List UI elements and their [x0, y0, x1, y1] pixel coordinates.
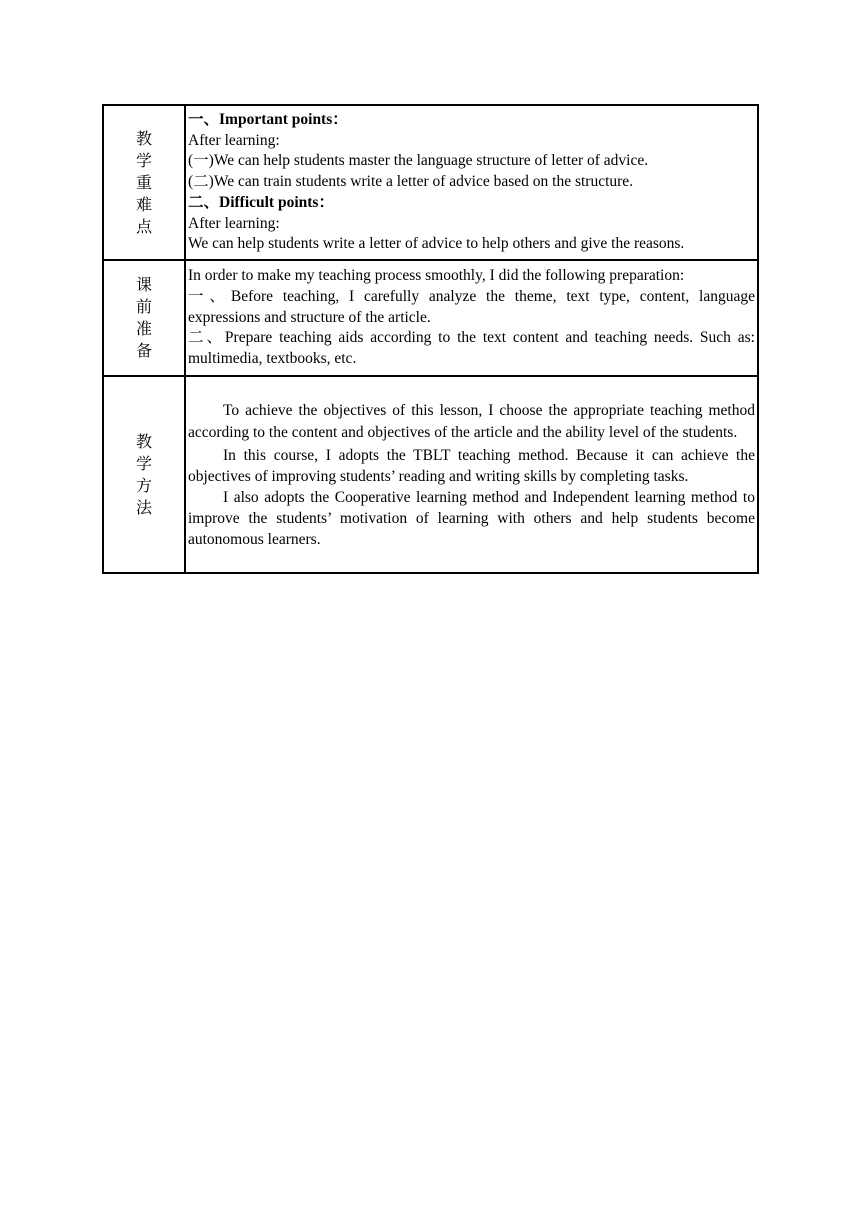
- important-point-2: (二)We can train students write a letter of advice based on the structure.: [188, 173, 634, 191]
- preparation-content: [185, 260, 758, 376]
- row-label-key-points: [103, 105, 185, 260]
- important-point-1: (一)We can help students master the language structure of letter of advice.: [188, 152, 649, 170]
- label-char: 点: [135, 216, 152, 236]
- table-row-key-points: [103, 105, 758, 260]
- table-row-preparation: [103, 260, 758, 376]
- methods-paragraph-3: I also adopts the Cooperative learning method and Independent learning method to improve the students’ motivation of learning with others and help students become autonomous learners.: [188, 488, 755, 548]
- methods-paragraph-2: In this course, I adopts the TBLT teaching method. Because it can achieve the objectives of improving students’ reading and writing skills by completing tasks.: [188, 446, 755, 485]
- methods-paragraph-1: To achieve the objectives of this lesson, I choose the appropriate teaching method according to the content and objectives of the article and the ability level of the students.: [188, 401, 755, 441]
- methods-content: [185, 376, 758, 573]
- important-points-heading: 一、Important points：: [188, 110, 348, 128]
- preparation-item-1: 一、Before teaching, I carefully analyze the theme, text type, content, language expressions and structure of the article.: [188, 287, 755, 326]
- label-char: 前: [135, 297, 152, 316]
- key-points-content: [185, 105, 758, 260]
- label-char: 法: [135, 497, 152, 517]
- label-char: 课: [135, 275, 152, 294]
- difficult-point: We can help students write a letter of advice to help others and give the reasons.: [188, 235, 685, 253]
- label-char: 学: [135, 150, 152, 170]
- table-row-methods: [103, 376, 758, 573]
- row-label-preparation: [103, 260, 185, 376]
- label-char: 重: [135, 172, 152, 192]
- label-char: 难: [135, 194, 152, 214]
- difficult-points-heading: 二、Difficult points：: [188, 193, 334, 211]
- difficult-after-learning: After learning:: [188, 214, 280, 232]
- preparation-intro: In order to make my teaching process smoothly, I did the following preparation:: [188, 267, 685, 284]
- label-char: 学: [135, 453, 152, 473]
- lesson-plan-table: [102, 104, 759, 574]
- label-char: 教: [135, 128, 152, 148]
- row-label-methods: [103, 376, 185, 573]
- label-char: 备: [135, 341, 152, 360]
- label-char: 方: [135, 475, 152, 495]
- label-char: 教: [135, 431, 152, 451]
- important-after-learning: After learning:: [188, 131, 280, 149]
- preparation-item-2: 二、Prepare teaching aids according to the text content and teaching needs. Such as: multimedia, textbooks, etc.: [188, 329, 755, 368]
- label-char: 准: [135, 319, 152, 338]
